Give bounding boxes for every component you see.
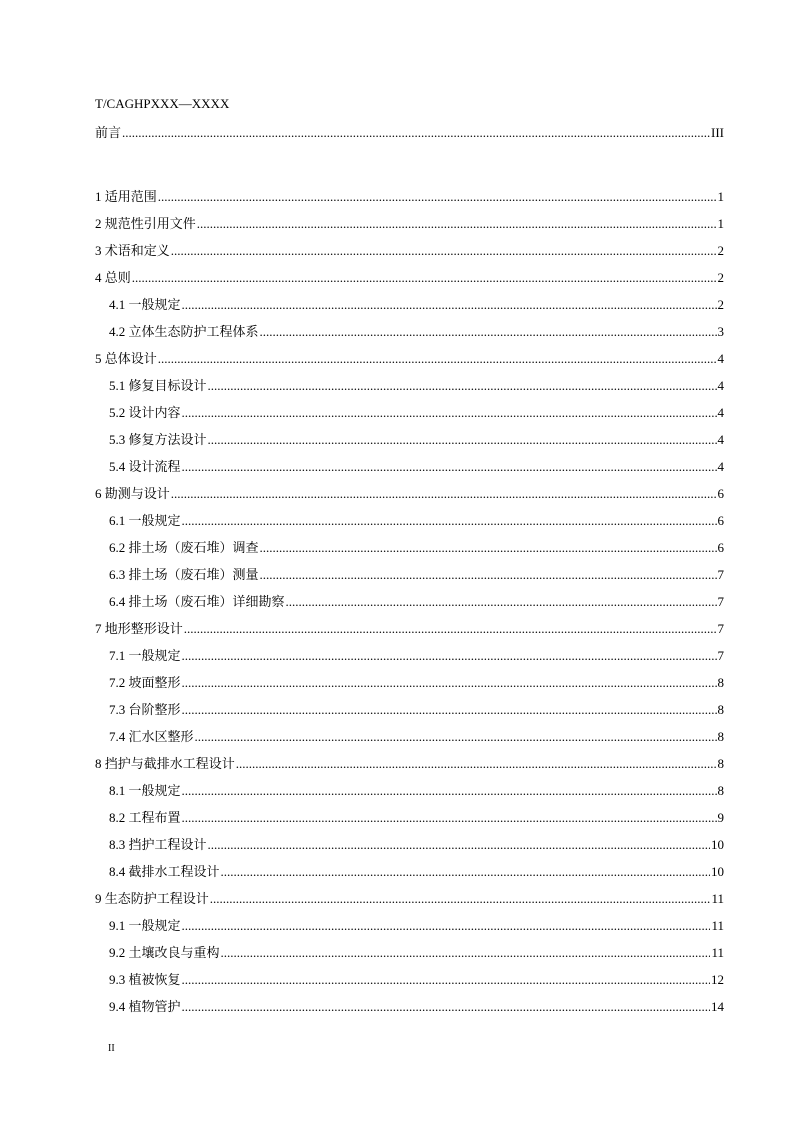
toc-entry-title: 9.3 植被恢复 <box>109 972 181 987</box>
toc-entry-page: 6 <box>717 513 724 528</box>
toc-entry[interactable] <box>109 378 724 394</box>
toc-leader-dots <box>182 702 717 718</box>
toc-entry[interactable] <box>109 972 724 988</box>
toc-entry-page: 4 <box>717 378 724 393</box>
toc-entry[interactable] <box>109 594 724 610</box>
toc-leader-dots <box>197 216 717 232</box>
toc-entry-page: 7 <box>717 621 724 636</box>
toc-leader-dots <box>171 243 717 259</box>
toc-entry-page: 8 <box>717 675 724 690</box>
toc-leader-dots <box>182 297 717 313</box>
toc-entry-title: 4.2 立体生态防护工程体系 <box>109 324 259 339</box>
toc-leader-dots <box>182 999 710 1015</box>
toc-entry-page: 12 <box>711 972 724 987</box>
toc-leader-dots <box>171 486 717 502</box>
toc-entry-page: 8 <box>717 783 724 798</box>
toc-entry-page: 8 <box>717 729 724 744</box>
toc-leader-dots <box>182 972 710 988</box>
toc-entry-page: 11 <box>711 891 724 906</box>
document-code: T/CAGHPXXX—XXXX <box>95 96 230 111</box>
toc-entry-page: 11 <box>711 945 724 960</box>
toc-entry-page: 2 <box>717 270 724 285</box>
toc-entry-title: 8.4 截排水工程设计 <box>109 864 220 879</box>
toc-entry-title: 8.1 一般规定 <box>109 783 181 798</box>
toc-leader-dots <box>195 729 717 745</box>
toc-leader-dots <box>182 459 717 475</box>
toc-leader-dots <box>260 540 717 556</box>
toc-leader-dots <box>182 810 717 826</box>
toc-leader-dots <box>182 405 717 421</box>
toc-entry-page: 1 <box>717 216 724 231</box>
toc-entry[interactable] <box>109 648 724 664</box>
toc-entry-page: 1 <box>717 189 724 204</box>
toc-entry[interactable] <box>109 513 724 529</box>
toc-entry-title: 7.1 一般规定 <box>109 648 181 663</box>
page-number: II <box>108 1043 115 1054</box>
toc-entry-page: 9 <box>717 810 724 825</box>
toc-leader-dots <box>286 594 717 610</box>
toc-entry-title: 7.2 坡面整形 <box>109 675 181 690</box>
toc-leader-dots <box>260 567 717 583</box>
toc-leader-dots <box>132 270 717 286</box>
toc-leader-dots <box>184 621 717 637</box>
toc-entry-page: 4 <box>717 405 724 420</box>
toc-entry[interactable] <box>95 891 724 907</box>
toc-entry[interactable] <box>109 702 724 718</box>
toc-entry-page: 7 <box>717 567 724 582</box>
toc-entry-page: 11 <box>711 918 724 933</box>
toc-entry-title: 5.2 设计内容 <box>109 405 181 420</box>
toc-leader-dots <box>182 648 717 664</box>
toc-entry[interactable] <box>109 297 724 313</box>
toc-entry[interactable] <box>109 675 724 691</box>
toc-entry-page: 4 <box>717 459 724 474</box>
toc-entry-page: 3 <box>717 324 724 339</box>
toc-entry[interactable] <box>109 567 724 583</box>
toc-entry[interactable] <box>109 783 724 799</box>
toc-entry-page: 7 <box>717 648 724 663</box>
toc-entry-title: 7.4 汇水区整形 <box>109 729 194 744</box>
toc-entry-title: 9.4 植物管护 <box>109 999 181 1014</box>
toc-entry-title: 5.1 修复目标设计 <box>109 378 207 393</box>
toc-entry[interactable] <box>95 486 724 502</box>
toc-entry-title: 4.1 一般规定 <box>109 297 181 312</box>
toc-entry[interactable] <box>95 351 724 367</box>
toc-entry-page: 14 <box>711 999 724 1014</box>
toc-entry-title: 7 地形整形设计 <box>95 621 183 636</box>
toc-entry-title: 6.1 一般规定 <box>109 513 181 528</box>
toc-entry-title: 6.4 排土场（废石堆）详细勘察 <box>109 594 285 609</box>
toc-entry[interactable] <box>95 189 724 205</box>
toc-entry[interactable] <box>109 459 724 475</box>
toc-leader-dots <box>221 945 711 961</box>
toc-entry-preface[interactable] <box>95 125 724 141</box>
toc-leader-dots <box>236 756 717 772</box>
toc-entry-page: 4 <box>717 351 724 366</box>
toc-entry-title: 4 总则 <box>95 270 131 285</box>
toc-leader-dots <box>158 189 717 205</box>
toc-entry-title: 8.2 工程布置 <box>109 810 181 825</box>
toc-leader-dots <box>208 837 710 853</box>
toc-entry[interactable] <box>109 810 724 826</box>
toc-leader-dots <box>182 918 711 934</box>
toc-entry-title: 2 规范性引用文件 <box>95 216 196 231</box>
toc-entry-title: 9 生态防护工程设计 <box>95 891 209 906</box>
toc-entry[interactable] <box>95 621 724 637</box>
toc-entry[interactable] <box>95 756 724 772</box>
toc-entry-title: 3 术语和定义 <box>95 243 170 258</box>
toc-entry-title: 5.3 修复方法设计 <box>109 432 207 447</box>
toc-entry-title: 6.3 排土场（废石堆）测量 <box>109 567 259 582</box>
toc-entry-title: 7.3 台阶整形 <box>109 702 181 717</box>
toc-entry[interactable] <box>109 540 724 556</box>
toc-leader-dots <box>208 378 717 394</box>
toc-entry[interactable] <box>109 432 724 448</box>
toc-entry-title: 9.1 一般规定 <box>109 918 181 933</box>
toc-entry-page: 8 <box>717 702 724 717</box>
toc-leader-dots <box>221 864 710 880</box>
toc-entry-title: 6.2 排土场（废石堆）调查 <box>109 540 259 555</box>
toc-entry-title: 8 挡护与截排水工程设计 <box>95 756 235 771</box>
toc-entry[interactable] <box>109 864 724 880</box>
toc-leader-dots <box>208 432 717 448</box>
toc-entry-title: 5.4 设计流程 <box>109 459 181 474</box>
toc-entry-title: 1 适用范围 <box>95 189 157 204</box>
toc-entry[interactable] <box>95 270 724 286</box>
toc-entry[interactable] <box>95 243 724 259</box>
toc-entry[interactable] <box>109 918 724 934</box>
toc-entry-page: 10 <box>711 864 724 879</box>
toc-entry-title: 8.3 挡护工程设计 <box>109 837 207 852</box>
toc-entry[interactable] <box>109 945 724 961</box>
toc-entry[interactable] <box>95 216 724 232</box>
toc-leader-dots <box>122 125 710 141</box>
toc-entry-page: 8 <box>717 756 724 771</box>
toc-entry-page: 7 <box>717 594 724 609</box>
toc-entry[interactable] <box>109 405 724 421</box>
toc-entry-page: III <box>711 125 724 140</box>
toc-leader-dots <box>182 513 717 529</box>
toc-entry-page: 2 <box>717 297 724 312</box>
toc-entry-page: 6 <box>717 540 724 555</box>
toc-entry[interactable] <box>109 324 724 340</box>
toc-leader-dots <box>158 351 717 367</box>
toc-entry[interactable] <box>109 837 724 853</box>
toc-leader-dots <box>260 324 717 340</box>
toc-entry[interactable] <box>109 999 724 1015</box>
toc-leader-dots <box>182 783 717 799</box>
toc-entry-title: 9.2 土壤改良与重构 <box>109 945 220 960</box>
toc-entry-title: 5 总体设计 <box>95 351 157 366</box>
toc-leader-dots <box>210 891 711 907</box>
toc-entry-title: 前言 <box>95 125 122 140</box>
toc-leader-dots <box>182 675 717 691</box>
toc-entry-page: 10 <box>711 837 724 852</box>
toc-entry-page: 2 <box>717 243 724 258</box>
toc-entry[interactable] <box>109 729 724 745</box>
toc-entry-page: 6 <box>717 486 724 501</box>
toc-entry-title: 6 勘测与设计 <box>95 486 170 501</box>
toc-entry-page: 4 <box>717 432 724 447</box>
